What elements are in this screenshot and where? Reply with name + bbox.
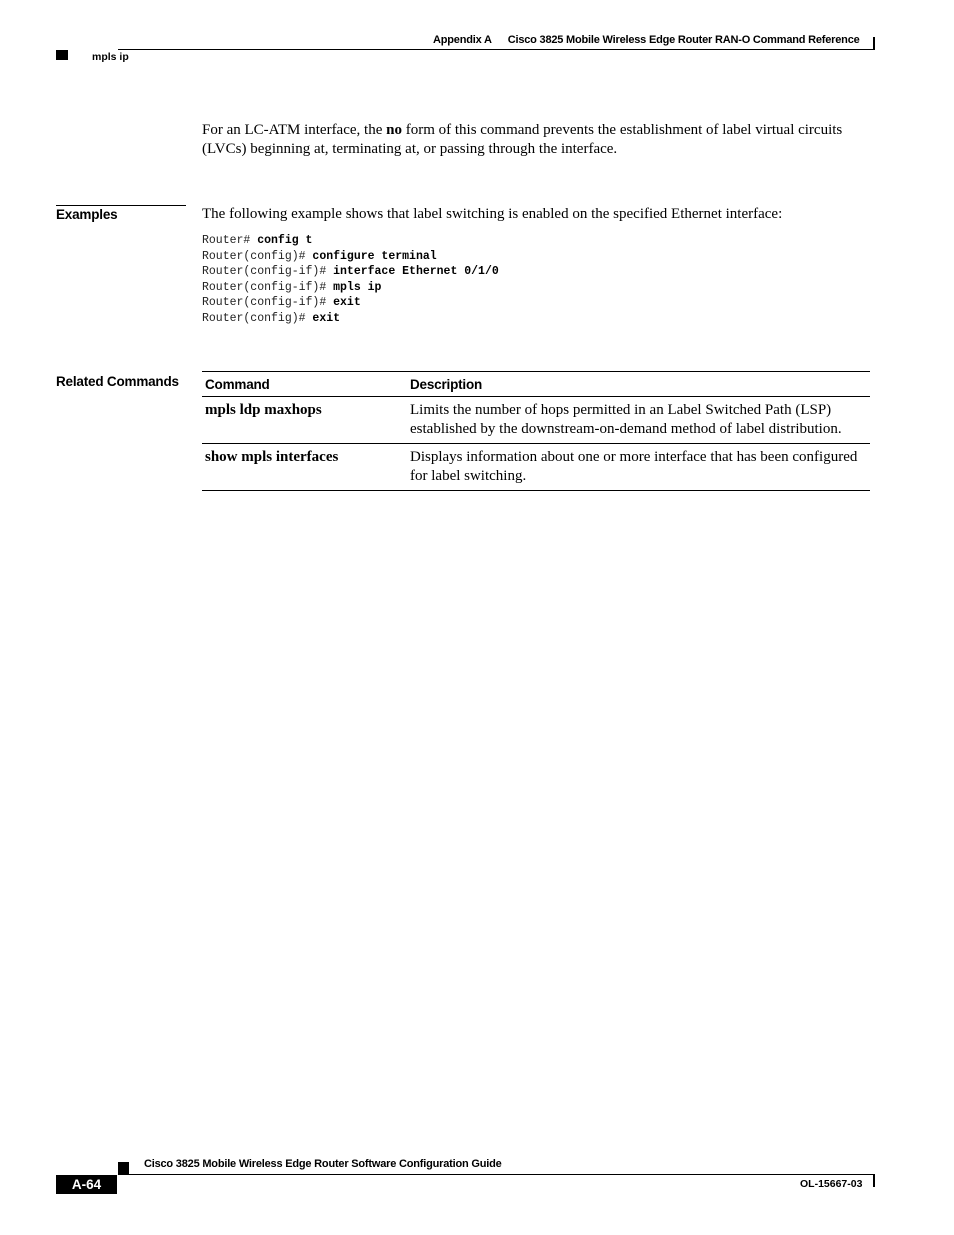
code-line: Router(config-if)# mpls ip [202, 280, 382, 294]
examples-description: The following example shows that label switching is enabled on the specified Ethernet interface: [202, 206, 783, 222]
footer-marker [118, 1162, 129, 1174]
examples-heading: Examples [56, 207, 118, 222]
code-line: Router(config-if)# exit [202, 296, 361, 310]
column-header-command: Command [205, 376, 270, 392]
intro-text-start: For an LC-ATM interface, the [202, 122, 387, 138]
intro-text-end: form of this command prevents the establishment of label virtual circuits (LVCs) beginning at, terminating at, or passing through the interface. [202, 122, 843, 157]
intro-paragraph [202, 121, 862, 159]
document-number: OL-15667-03 [800, 1178, 863, 1190]
footer-edge-bar [873, 1174, 875, 1187]
table-row [202, 444, 870, 490]
related-commands-table [202, 371, 870, 491]
command-cell: show mpls interfaces [205, 449, 339, 465]
page-number: A-64 [56, 1175, 117, 1194]
description-cell: Limits the number of hops permitted in an Label Switched Path (LSP) established by the downstream-on-demand method of label distribution. [410, 402, 842, 437]
table-row [202, 397, 870, 443]
running-header [433, 34, 860, 46]
guide-title: Cisco 3825 Mobile Wireless Edge Router Software Configuration Guide [144, 1158, 502, 1170]
examples-rule [56, 205, 186, 206]
command-cell: mpls ldp maxhops [205, 402, 322, 418]
header-rule [118, 49, 874, 50]
code-line: Router(config)# exit [202, 311, 341, 325]
chapter-title: Cisco 3825 Mobile Wireless Edge Router RAN-O Command Reference [507, 34, 860, 46]
table-bottom-rule [202, 490, 870, 491]
code-line: Router(config)# configure terminal [202, 249, 437, 263]
intro-keyword: no [386, 122, 402, 138]
section-name: mpls ip [92, 51, 129, 63]
header-edge-bar [873, 37, 875, 50]
related-commands-heading: Related Commands [56, 374, 179, 389]
table-header-row [202, 372, 870, 396]
chapter-label: Appendix A [433, 34, 492, 46]
footer-rule [118, 1174, 874, 1175]
code-line: Router# config t [202, 234, 313, 247]
column-header-description: Description [410, 376, 483, 392]
code-line: Router(config-if)# interface Ethernet 0/1/0 [202, 265, 499, 279]
description-cell: Displays information about one or more interface that has been configured for label switching. [410, 449, 858, 484]
code-example [202, 233, 499, 327]
header-marker [56, 50, 68, 60]
